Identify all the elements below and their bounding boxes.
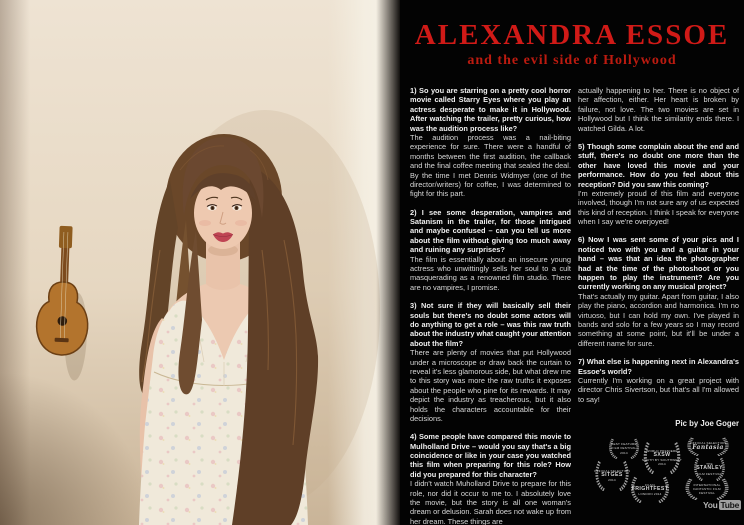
- laurel-badge-text: FILM4 FRIGHTFEST LONDON 2014: [631, 482, 669, 497]
- laurel-badge-text: BEST FEATURE FILM FESTIVAL 2014: [611, 442, 637, 455]
- interview-question: 2) I see some desperation, vampires and Satanism in the trailer, for those intrigued and maybe confused – can you tell us more about the film without giving too much away and ruining any surprises?: [410, 207, 571, 255]
- interview-question: 6) Now I was sent some of your pics and I noticed two with you and a guitar in your hand – was that an idea the photographer had at the time of the photoshoot or you happen to play the instrument? Are you currently working on any musical project?: [578, 235, 739, 292]
- interview-panel: [400, 0, 744, 525]
- laurel-badge-text: WORLD PREMIERE SXSW SOUTH BY SOUTHWEST 2014: [642, 448, 682, 467]
- interview-columns: [410, 86, 739, 525]
- laurel-badge-text: INTERNATIONAL FANTASTIC FILM FESTIVAL: [693, 482, 721, 495]
- youtube-logo[interactable]: [703, 500, 741, 510]
- interview-answer: That's actually my guitar. Apart from guitar, I also play the piano, accordion and harmonica. I'm no virtuoso, but I can hold my own. I've played in bands and solo for a few years so I may record something at some point, but it'll be under a different name for sure.: [578, 291, 739, 348]
- interview-question: 4) Some people have compared this movie to Mulholland Drive – would you say that's a big coincidence or like in your case you watched this film when preparing for this role? How did you prepared for this character?: [410, 432, 571, 479]
- interview-answer: I'm extremely proud of this film and everyone involved, though I'm not sure any of us expected this kind of reception. I think I speak for everyone when I say we're overjoyed!: [578, 188, 739, 227]
- interview-answer: Currently I'm working on a great project with director Chris Sivertson, but that's all I'm allowed to say!: [578, 375, 739, 404]
- photo-credit: Pic by Joe Goger: [675, 419, 739, 429]
- interview-column-2: [578, 86, 739, 525]
- page-title: ALEXANDRA ESSOE: [414, 19, 730, 51]
- youtube-you-text: You: [703, 500, 718, 510]
- interview-answer: I didn't watch Muholland Drive to prepare for this role, nor did it occur to me to. I absolutely love the movie, but the story is all one woman's dream or delusion. Sarah does not wake up from her dream. These things are: [410, 479, 571, 525]
- interview-question: 5) Though some complain about the end and stuff, there's no doubt one more than the other have loved this movie and your performance. How do you feel about this reception? Did you saw this coming?: [578, 141, 739, 189]
- masthead: [400, 21, 744, 68]
- interview-answer: There are plenty of movies that put Hollywood under a microscope or draw back the curtain to reveal it's less glamorous side, but what drew me to this story was more the raw truths it exposes about the people who pine for its rewards. It may depict the industry as treacherous, but it also holds the characters accountable for their decisions.: [410, 348, 571, 423]
- interview-answer: The audition process was a nail-biting experience for sure. There were a handful of months between the first audition, the callback and the final coffee meeting that sealed the deal. By the time I met Dennis Widmyer (one of the director/writers) for coffee, I was determined to fight for this part.: [410, 132, 571, 199]
- interview-question: 3) Not sure if they will basically sell their souls but there's no doubt some actors will do anything to get a role – was this raw truth about the industry what caught your attention about the film?: [410, 301, 571, 348]
- laurel-badge-text: OFFICIAL SELECTION SITGES 2014: [594, 468, 630, 483]
- laurel-badge-text: OFFICIAL SELECTION Fantasia: [690, 441, 726, 452]
- interview-column-1: [410, 86, 571, 525]
- youtube-tube-box: Tube: [720, 500, 740, 510]
- interview-answer: actually happening to her. There is no object of her affection, either. Her heart is broken by failure, not love. The two movies are set in Hollywood but I think the similarity ends there. I watched Gilda. A lot.: [578, 86, 739, 133]
- interview-answer: The film is essentially about an insecure young actress who unwittingly sells her soul to a cult masquerading as a renowned film studio. There are no vampires, I promise.: [410, 254, 571, 292]
- page-subtitle: and the evil side of Hollywood: [467, 53, 677, 68]
- laurel-badge-text: THE STANLEY FILM FESTIVAL: [696, 462, 723, 476]
- interview-question: 1) So you are starring on a pretty cool horror movie called Starry Eyes where you play an actress desperate to make it in Hollywood. After watching the trailer, pretty curious, how was the audition process like?: [410, 86, 571, 133]
- interview-question: 7) What else is happening next in Alexandra's Essoe's world?: [578, 357, 739, 376]
